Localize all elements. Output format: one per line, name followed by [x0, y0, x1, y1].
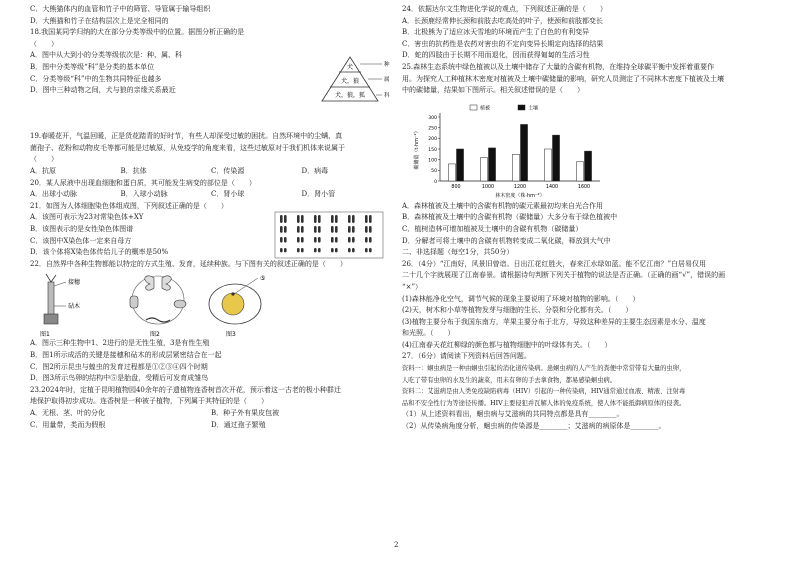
q24-stem: 24．依据达尔文生物进化学说的观点，下列叙述正确的是（ ） — [402, 5, 607, 13]
q18-option-d: D．图中三种动物之间，犬与狼的亲缘关系最近 — [30, 86, 176, 95]
q22-option-a: A．图示三种生物中1、2进行的是无性生殖，3是有性生殖 — [30, 339, 210, 348]
x-tick-label: 1600 — [577, 184, 591, 190]
chromosome — [284, 237, 287, 243]
chromosome — [318, 215, 321, 223]
chromosome — [314, 226, 317, 233]
reproduction-figures — [30, 270, 392, 338]
chromosome — [318, 237, 321, 243]
bird-egg-figure — [209, 275, 265, 338]
q23-line-2: 地保护取得初步成功。连香树是一种被子植物，下列属于其特征的是（ ） — [30, 397, 268, 406]
bar-vegetation — [576, 162, 583, 181]
karyotype-image — [274, 211, 384, 259]
material-1-line-2: 人吃了带有虫卵的水及生的蔬菜，用未有卵的手去拿食物，都易感染蛔虫病。 — [402, 376, 617, 384]
q22-option-d: D．图3所示鸟卵的结构中⑤是胎盘，受精后可发育成雏鸟 — [30, 374, 209, 383]
y-tick-label: 250 — [428, 126, 437, 132]
q18-option-a: A．图中从大到小的分类等级依次是：种、属、科 — [30, 51, 183, 60]
pyramid-mid: 犬，狼 — [340, 78, 360, 86]
chromosome — [280, 215, 283, 223]
chromosome — [297, 248, 300, 252]
q25-option-c: C．植树造林可增加植被及土壤中的含碳有机物（碳储量） — [402, 224, 583, 233]
x-tick-label: 800 — [451, 184, 461, 190]
q17-option-d: D．大熊猫和竹子在结构层次上是完全相同的 — [30, 16, 169, 25]
q22-option-b: B．图1所示成活的关键是接穗和砧木的形成层紧密结合在一起 — [30, 350, 222, 359]
label-5: ⑤ — [260, 275, 266, 283]
chromosome — [348, 248, 351, 252]
bar-vegetation — [480, 157, 487, 180]
chromosome — [301, 237, 304, 243]
q26-sub-3b: 和光照。（ ） — [402, 329, 455, 338]
q26-line-2: 二十几个字就展现了江南春景。请根据诗句判断下列关于植物的说法是否正确。（正确的画“√”，错误的画 — [402, 271, 726, 280]
q25-line-1: 25.森林生态系统中绿色植被以及土壤中储存了大量的含碳有机物，在维持全球碳平衡中发挥着重要作 — [402, 62, 715, 71]
q20-option-a: A．出球小动脉 — [30, 190, 78, 199]
carbon-chart-block — [402, 97, 772, 201]
chromosome — [284, 215, 287, 223]
chromosome — [348, 215, 351, 223]
y-tick-label: 150 — [428, 147, 437, 153]
chromosome — [365, 226, 368, 233]
y-tick-label: 100 — [428, 158, 437, 164]
chromosome — [301, 215, 304, 223]
q17-option-c: C．大熊猫体内的血管和竹子中的筛管、导管属于输导组织 — [30, 5, 211, 13]
chromosome — [335, 237, 338, 243]
chromosome — [369, 237, 372, 243]
chromosome — [352, 215, 355, 223]
q19-option-d: D．病毒 — [301, 166, 329, 175]
q21-block — [30, 201, 392, 259]
chromosome — [348, 237, 351, 243]
q25-line-2: 用。为探究人工种植林木密度对植被及土壤中碳储量的影响，研究人员测定了不同林木密度下植被及土壤 — [402, 74, 724, 83]
q22-stem: 22．自然界中各种生物都能以特定的方式生殖、发育，延续种族。与下图有关的叙述正确的是（ ） — [30, 259, 347, 268]
q23-line-1: 23.2024年时，定植于昆明植物园40余年的子遗植物连香树首次开花，预示着这一古老的极小种群迁 — [30, 385, 341, 394]
chromosome — [335, 248, 338, 252]
chromosome — [331, 237, 334, 243]
chromosome — [369, 226, 372, 233]
q24-option-a: A．长颈鹿经常伸长颈和前肢去吃高处的叶子，使颈和前肢都变长 — [402, 16, 604, 25]
pyramid-rank-3: 科 — [384, 93, 390, 100]
material-2-line-2: 品和不安全性行为等途径传播。HIV主要侵犯并瓦解人体的免疫系统，使人体不能抵御病原体的侵袭。 — [402, 399, 686, 407]
bar-vegetation — [544, 149, 551, 181]
chromosome — [352, 226, 355, 233]
y-tick-label: 50 — [431, 168, 437, 174]
chromosome — [365, 248, 368, 252]
q25-option-b: B．森林植被及土壤中的含碳有机物（碳储量）大多分布于绿色植被中 — [402, 213, 618, 222]
legend-swatch — [470, 105, 477, 110]
q24-option-c: C．害虫的抗药性是农药对害虫的不定向变异长期定向选择的结果 — [402, 39, 604, 48]
fig2-caption: 图2 — [150, 331, 160, 339]
q26-sub-2: (2)天，树木和小草等植物发芽与细胞的生长、分裂和分化都有关。（ ） — [402, 306, 633, 315]
q20-option-d: D．肾小管 — [301, 190, 336, 199]
q21-option-d: D．该个体将X染色体传给儿子的概率是50% — [30, 248, 169, 257]
q21-option-c: C．该图中X染色体一定来自母方 — [30, 236, 132, 245]
y-tick-label: 0 — [434, 179, 437, 185]
classification-pyramid — [320, 55, 392, 105]
chromosome — [318, 248, 321, 252]
q19-option-a: A．抗原 — [30, 166, 57, 175]
chromosome — [284, 248, 287, 252]
page-number: 2 — [394, 541, 399, 549]
q19-option-b: B．抗体 — [120, 166, 147, 175]
chromosome — [331, 215, 334, 223]
q23-option-c: C．用量带，类而为假根 — [30, 420, 106, 429]
section-2-heading: 二、非选择题（每空1分，共50分） — [402, 248, 514, 257]
q27-stem: 27．（6分）请阅读下列资料后回答问题。 — [402, 352, 531, 361]
q26-sub-1: (1)森林能净化空气，调节气候的现象主要说明了环境对植物的影响。（ ） — [402, 294, 640, 303]
q20-options — [30, 189, 392, 201]
chromosome — [301, 226, 304, 233]
q19-line-2: 菌孢子、花粉和动物皮毛等都可能是过敏原，从免疫学的角度来看，这些过敏原对于我们机体来说属于 — [30, 143, 345, 152]
bar-soil — [521, 124, 528, 181]
label-stock: 砧木 — [68, 303, 81, 311]
chromosome — [297, 215, 300, 223]
grafting-figure — [40, 274, 81, 338]
q18-option-c: C．分类等级“科”中的生物共同特征也越多 — [30, 74, 162, 83]
q27-sub-1: （1）从上述资料看出，蛔虫病与艾滋病的共同特点都是具有________。 — [402, 410, 624, 419]
chromosome — [280, 237, 283, 243]
pyramid-bot: 犬，狼，狐 — [334, 92, 366, 100]
chromosome — [297, 226, 300, 233]
chromosome — [352, 237, 355, 243]
chromosome — [280, 248, 283, 252]
legend-swatch — [518, 105, 525, 110]
q27-sub-2: （2）从传染病角度分析，蛔虫病的传染源是________；艾滋病的病原体是________。 — [402, 422, 666, 431]
q19-option-c: C．传染源 — [211, 166, 245, 175]
chromosome — [284, 226, 287, 233]
insect-lifecycle-figure — [130, 276, 186, 338]
q26-line-1: 26．（4分）“江南好，风景旧曾谙。日出江花红胜火，春来江水绿如蓝。能不忆江南？”白居易仅用 — [402, 259, 707, 268]
right-column — [402, 4, 772, 433]
q18-stem: 18.我国某同学归纳的犬在部分分类等级中的位置。据图分析正确的是 — [30, 28, 245, 37]
chromosome — [365, 215, 368, 223]
q19-options — [30, 166, 392, 178]
bar-soil — [553, 135, 560, 181]
chromosome — [297, 237, 300, 243]
chromosome — [314, 237, 317, 243]
chromosome — [369, 248, 372, 252]
bar-soil — [585, 151, 592, 181]
q23-option-b: B．种子外有果皮包被 — [211, 408, 280, 417]
chromosome — [369, 215, 372, 223]
y-tick-label: 200 — [428, 136, 437, 142]
chromosome — [318, 226, 321, 233]
x-tick-label: 1000 — [481, 184, 495, 190]
carbon-storage-chart — [410, 99, 610, 203]
material-1-line-1: 资料一：蛔虫病是一种由蛔虫引起的消化道传染病。患蛔虫病的人产生的粪便中常常带有大量的虫卵， — [402, 365, 686, 373]
q26-sub-3: (3)植物主要分布于我国东南方，苹果主要分布于北方，导致这种差异的主要生态因素是水分、温度 — [402, 317, 706, 326]
q24-option-b: B．北极熊为了适应冰天雪地的环境而产生了白色的有利变异 — [402, 28, 590, 37]
chromosome — [301, 248, 304, 252]
chromosome — [365, 237, 368, 243]
q24-option-d: D．蛇的四肢由于长期不用而退化，因而获得匍匐的生活习性 — [402, 51, 590, 60]
chromosome — [314, 215, 317, 223]
legend-label: 土壤 — [528, 105, 539, 112]
q20-option-c: C．肾小球 — [211, 190, 245, 199]
chromosome — [335, 226, 338, 233]
chromosome — [331, 248, 334, 252]
q21-stem: 21．如图为人体细胞染色体组成图，下列叙述正确的是（ ） — [30, 201, 228, 210]
q26-line-3: “×”） — [402, 282, 423, 291]
pyramid-rank-2: 属 — [384, 77, 390, 84]
q25-option-d: D．分解者可将土壤中的含碳有机物转变成二氧化碳，释放到大气中 — [402, 236, 611, 245]
y-tick-label: 300 — [428, 115, 437, 121]
pyramid-top: 犬 — [346, 64, 354, 72]
q21-option-b: B．该图表示的是女性染色体图谱 — [30, 224, 134, 233]
q23-option-d: D．通过孢子繁殖 — [211, 420, 266, 429]
pyramid-rank-1: 种 — [384, 62, 390, 69]
q23-options-row2 — [30, 420, 392, 432]
q23-option-a: A．无根、茎、叶的分化 — [30, 408, 106, 417]
q22-figures — [30, 270, 392, 338]
chromosome — [352, 248, 355, 252]
q18-paren: （ ） — [30, 39, 58, 48]
bar-vegetation — [448, 164, 455, 181]
q18-option-b: B．图中分类等级“科”是分类的基本单位 — [30, 62, 155, 71]
chromosome — [348, 226, 351, 233]
fig3-caption: 图3 — [226, 331, 236, 339]
bar-soil — [489, 148, 496, 181]
q19-line-1: 19.春暖花开，气温回暖，正是货花踏青的好时节，有些人却深受过敏的困扰。自然环境中的尘螨、真 — [30, 132, 343, 141]
q20-option-b: B．入球小动脉 — [120, 190, 168, 199]
left-column — [30, 4, 392, 431]
q26-sub-4: (4)江南春天花红柳绿的颜色都与植物细胞中的叶绿体有关。（ ） — [402, 340, 612, 349]
label-scion: 接穗 — [68, 279, 81, 287]
q19-line-3: （ ） — [30, 155, 58, 164]
x-tick-label: 1400 — [545, 184, 559, 190]
q25-option-a: A．森林植被及土壤中的含碳有机物的碳元素最初均来自光合作用 — [402, 201, 604, 210]
fig1-caption: 图1 — [40, 331, 50, 339]
chromosome — [331, 226, 334, 233]
x-axis-label: 林木密度（株·hm⁻²） — [495, 192, 545, 199]
y-axis-label: 碳储量（t·hm⁻²） — [414, 128, 420, 170]
q18-block — [30, 27, 392, 131]
q22-option-c: C．图2所示昆虫与蝗虫的发育过程都是①②③④四个时期 — [30, 362, 208, 371]
chromosome — [335, 215, 338, 223]
legend-label: 植被 — [480, 105, 491, 112]
chromosome — [280, 226, 283, 233]
q21-option-a: A．该图可表示为23对常染色体+XY — [30, 213, 144, 222]
x-tick-label: 1200 — [513, 184, 527, 190]
bar-vegetation — [512, 154, 519, 181]
material-2-line-1: 资料二：艾滋病是由人类免疫缺陷病毒（HIV）引起的一种传染病，HIV通常通过血液、精液、注射毒 — [402, 388, 686, 396]
q23-options-row1 — [30, 408, 392, 420]
chromosome — [314, 248, 317, 252]
bar-soil — [457, 149, 464, 181]
q20-stem: 20．某人尿液中出现血细胞和蛋白质，其可能发生病变的部位是（ ） — [30, 178, 256, 187]
q25-line-3: 中的碳储量，结果如下图所示。相关叙述错误的是（ ） — [402, 86, 584, 95]
